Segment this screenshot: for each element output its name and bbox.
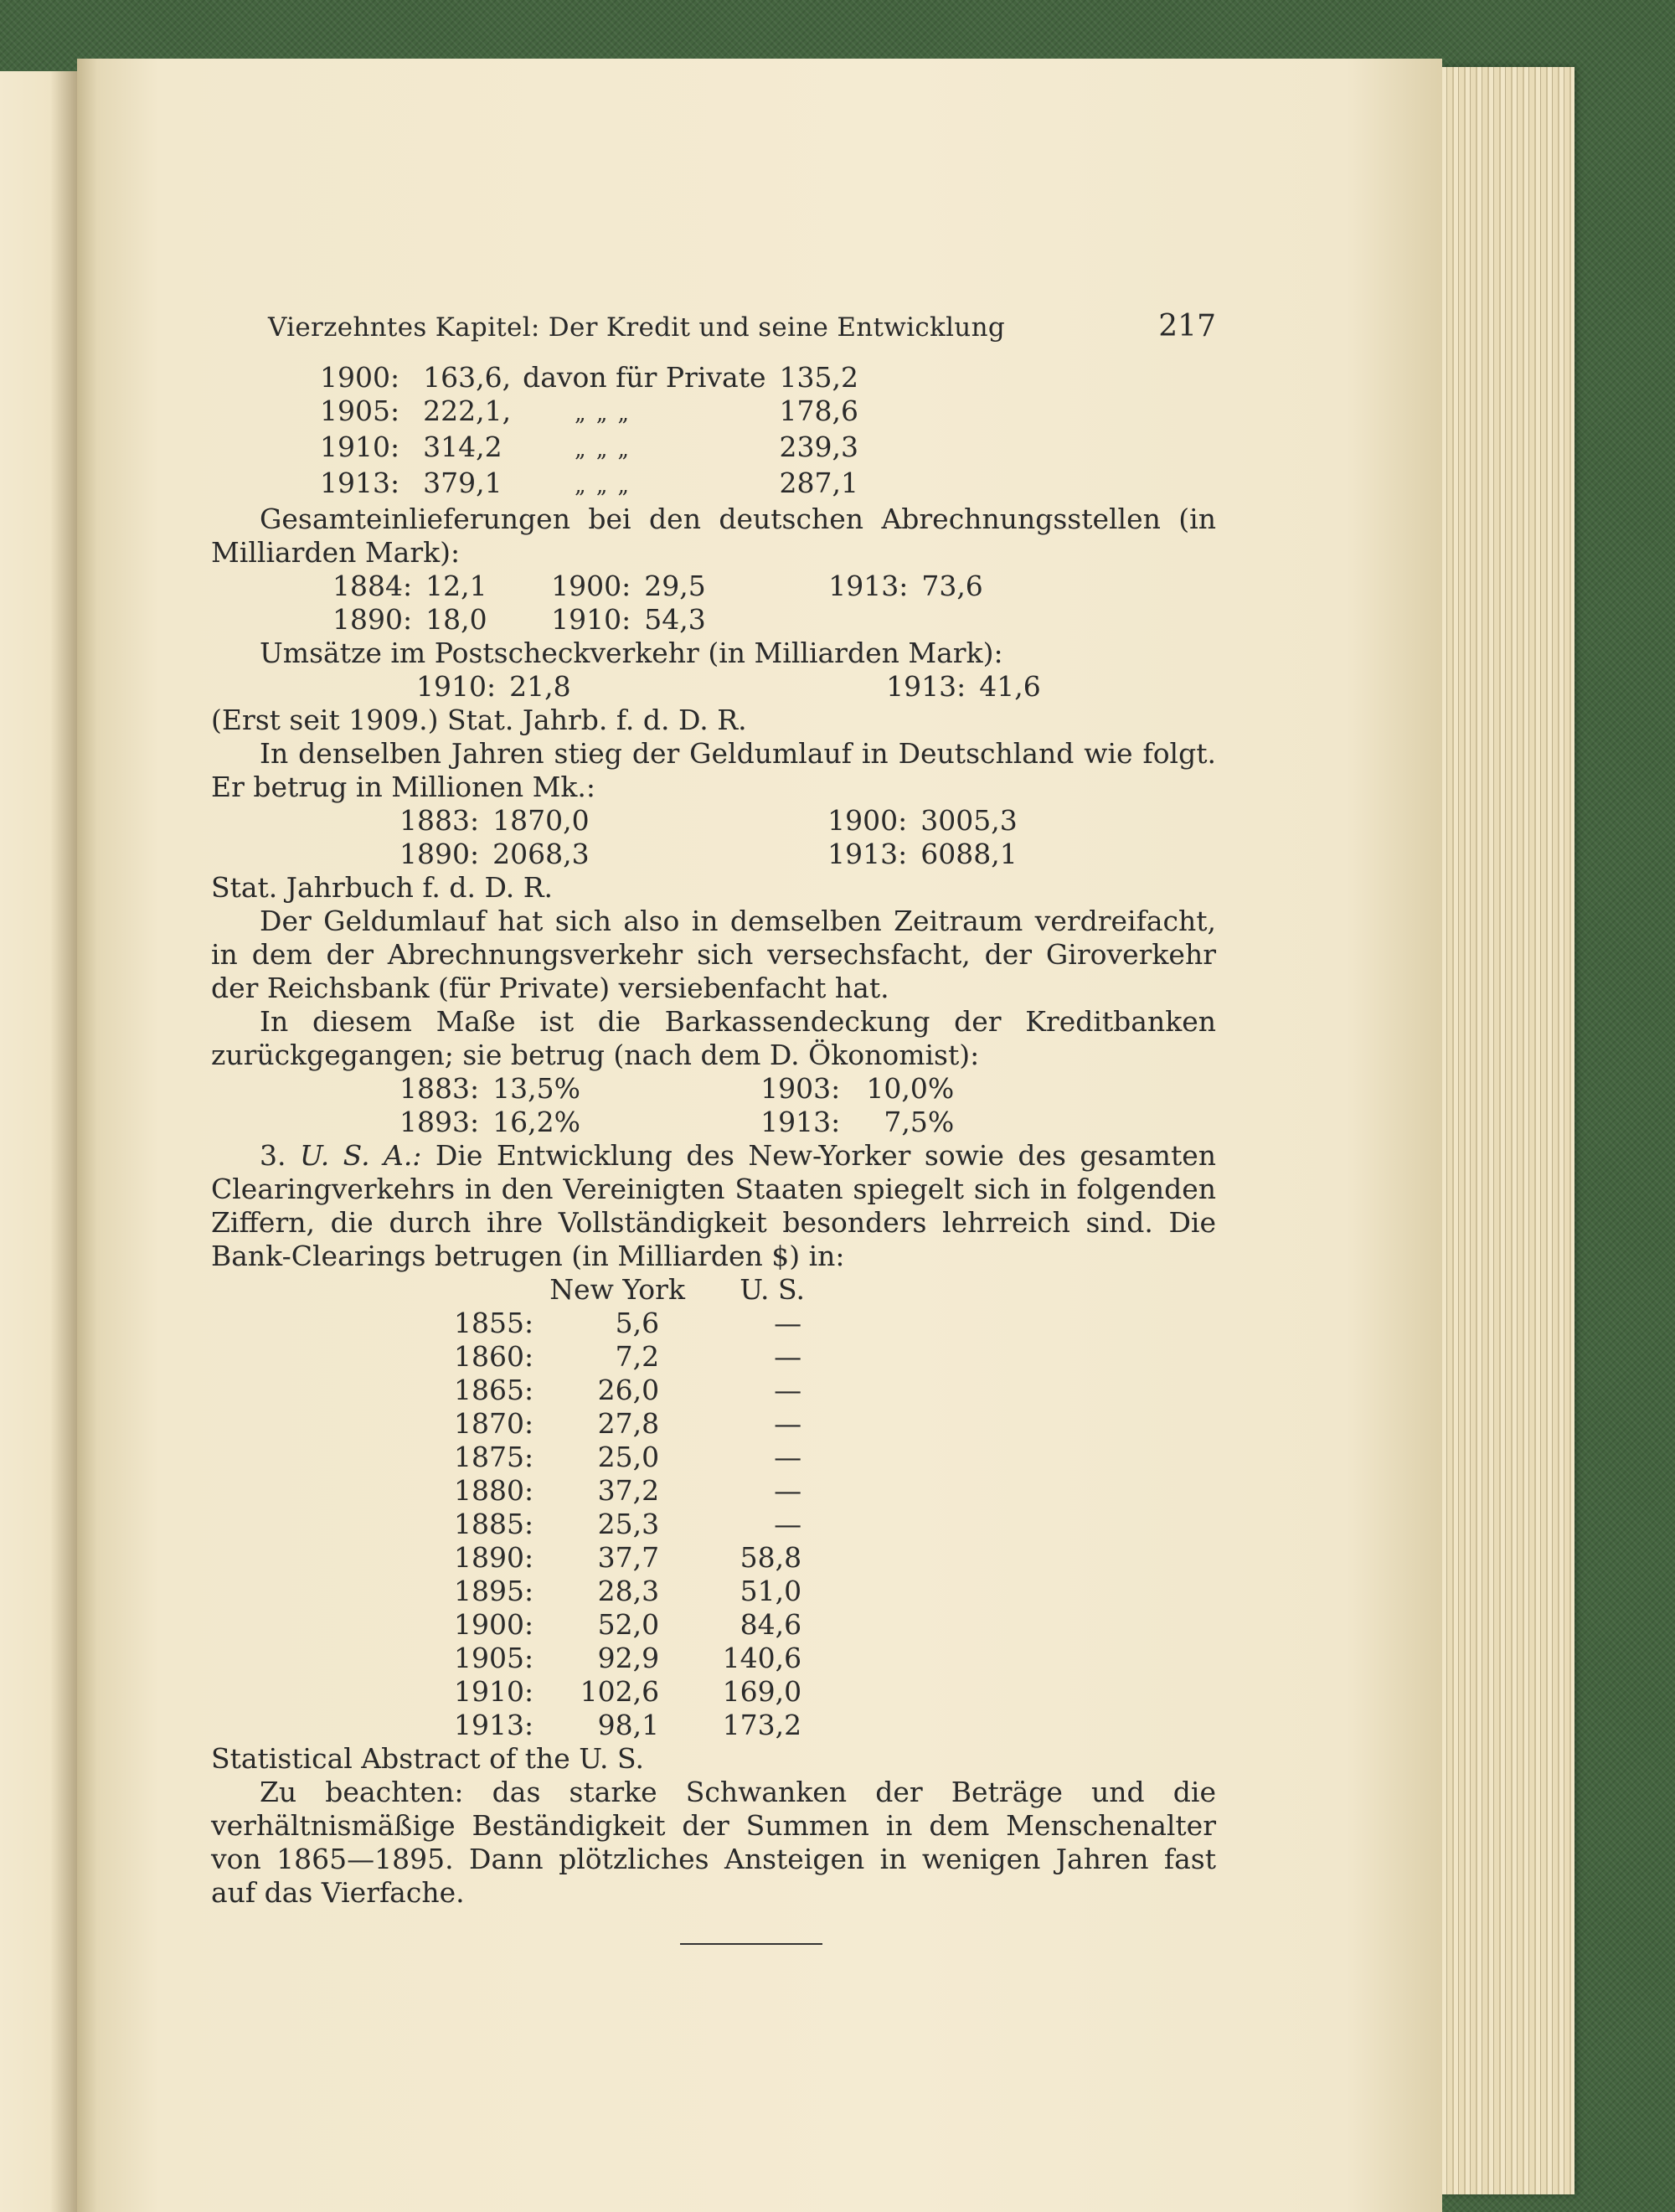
year-cell: 1913: xyxy=(886,670,966,703)
table-row xyxy=(320,394,858,431)
table-row xyxy=(454,1575,843,1608)
year-cell: 1870: xyxy=(454,1407,534,1440)
end-rule xyxy=(680,1943,822,1945)
value-cell: 1870,0 xyxy=(492,804,590,837)
barkasse-table xyxy=(399,1072,954,1139)
year-cell: 1884: xyxy=(332,570,413,602)
year-cell: 1905: xyxy=(320,394,400,427)
table-row xyxy=(454,1642,843,1675)
paragraph-postscheck: Umsätze im Postscheckverkehr (in Milliarden Mark): xyxy=(260,637,1003,669)
table-row xyxy=(320,361,858,394)
us-cell: 173,2 xyxy=(722,1709,802,1741)
year-cell: 1910: xyxy=(454,1675,534,1708)
us-cell: 84,6 xyxy=(740,1608,802,1641)
value-cell: 10,0% xyxy=(866,1072,955,1105)
year-cell: 1883: xyxy=(399,1072,480,1105)
reichsbank-table xyxy=(320,361,858,503)
table-row xyxy=(454,1307,843,1340)
table-row xyxy=(332,570,983,603)
section-number: 3. xyxy=(260,1139,286,1172)
value-cell: 379,1 xyxy=(423,467,502,499)
table-row xyxy=(454,1474,843,1508)
year-cell: 1900: xyxy=(320,361,400,394)
table-row xyxy=(399,838,1018,871)
year-cell: 1913: xyxy=(454,1709,534,1741)
ny-cell: 92,9 xyxy=(597,1642,660,1674)
value-cell: 16,2% xyxy=(492,1106,580,1138)
value-cell: 54,3 xyxy=(644,603,706,636)
us-cell: — xyxy=(774,1508,802,1540)
value-cell: 6088,1 xyxy=(920,838,1018,870)
value-cell: 12,1 xyxy=(425,570,487,602)
year-cell: 1893: xyxy=(399,1106,480,1138)
ny-cell: 52,0 xyxy=(597,1608,660,1641)
geldumlauf-table xyxy=(399,804,1018,871)
page-edges xyxy=(1424,67,1574,2194)
davon-label: davon für Private xyxy=(523,361,766,394)
table-row xyxy=(454,1608,843,1642)
ny-cell: 7,2 xyxy=(615,1340,660,1373)
paragraph-verdreifacht: Der Geldumlauf hat sich also in demselben Zeitraum verdreifacht, in dem der Abrechnungsverkehr sich versechsfacht, der Giroverkehr der Reichsbank (für Private) versiebenfacht hat. xyxy=(211,905,1216,1004)
us-cell: — xyxy=(774,1407,802,1440)
us-cell: 140,6 xyxy=(722,1642,802,1674)
source-postscheck: (Erst seit 1909.) Stat. Jahrb. f. d. D. R. xyxy=(211,704,747,736)
ny-cell: 25,0 xyxy=(597,1441,660,1473)
us-cell: — xyxy=(774,1474,802,1507)
ny-cell: 37,2 xyxy=(597,1474,660,1507)
value-cell: 7,5% xyxy=(884,1106,955,1138)
value-cell xyxy=(908,603,982,637)
table-row xyxy=(454,1508,843,1541)
source-clearing: Statistical Abstract of the U. S. xyxy=(211,1742,644,1775)
year-cell: 1895: xyxy=(454,1575,534,1607)
value-cell: 13,5% xyxy=(492,1072,580,1105)
year-cell: 1900: xyxy=(454,1608,534,1641)
year-cell: 1910: xyxy=(320,431,400,463)
ny-cell: 25,3 xyxy=(597,1508,660,1540)
year-cell: 1900: xyxy=(827,804,908,837)
year-cell: 1910: xyxy=(416,670,497,703)
table-row xyxy=(454,1709,843,1742)
paragraph-beachten: Zu beachten: das starke Schwanken der Beträge und die verhältnismäßige Beständigkeit der Summen in dem Menschenalter von 1865—1895. Dann plötzliches Ansteigen in wenigen Jahren fast auf das Vierfache. xyxy=(211,1776,1216,1909)
ditto-marks: „ „ „ xyxy=(575,401,631,426)
page-content xyxy=(211,310,1216,1945)
us-cell: — xyxy=(774,1340,802,1373)
year-cell: 1913: xyxy=(828,570,909,602)
value-cell: 2068,3 xyxy=(492,838,590,870)
table-row xyxy=(454,1374,843,1407)
book-page xyxy=(77,59,1442,2212)
ditto-marks: „ „ „ xyxy=(575,473,631,498)
paragraph-barkasse: In diesem Maße ist die Barkassendeckung der Kreditbanken zurückgegangen; sie betrug (nach dem D. Ökonomist): xyxy=(211,1005,1216,1071)
ny-cell: 27,8 xyxy=(597,1407,660,1440)
year-cell xyxy=(828,603,908,637)
year-cell: 1865: xyxy=(454,1374,534,1406)
us-cell: — xyxy=(774,1307,802,1339)
year-cell: 1913: xyxy=(760,1106,841,1138)
paragraph-abrechnung: Gesamteinlieferungen bei den deutschen Abrechnungsstellen (in Milliarden Mark): xyxy=(211,503,1216,569)
table-row xyxy=(399,1106,954,1139)
postscheck-table xyxy=(416,670,1041,704)
value-cell: 29,5 xyxy=(644,570,706,602)
value-cell: 314,2 xyxy=(423,431,502,463)
year-cell: 1875: xyxy=(454,1441,534,1473)
table-row xyxy=(320,467,858,503)
paragraph-usa xyxy=(211,1139,1216,1273)
year-cell: 1890: xyxy=(332,603,413,636)
private-cell: 135,2 xyxy=(779,361,858,394)
year-cell: 1913: xyxy=(320,467,400,499)
ny-cell: 28,3 xyxy=(597,1575,660,1607)
table-header-row xyxy=(454,1273,843,1307)
year-cell: 1860: xyxy=(454,1340,534,1373)
column-header: New York xyxy=(549,1273,685,1306)
year-cell: 1890: xyxy=(399,838,480,870)
section-label: U. S. A.: xyxy=(299,1139,422,1172)
page-number: 217 xyxy=(1158,309,1216,343)
year-cell: 1890: xyxy=(454,1541,534,1574)
us-cell: 58,8 xyxy=(740,1541,802,1574)
private-cell: 287,1 xyxy=(779,467,858,499)
table-row xyxy=(454,1441,843,1474)
value-cell: 73,6 xyxy=(921,570,983,602)
year-cell: 1913: xyxy=(827,838,908,870)
chapter-title: Vierzehntes Kapitel: Der Kredit und seine Entwicklung xyxy=(268,312,1005,343)
year-cell: 1885: xyxy=(454,1508,534,1540)
ny-cell: 37,7 xyxy=(597,1541,660,1574)
us-cell: — xyxy=(774,1374,802,1406)
section-text: Die Entwicklung des New-Yorker sowie des gesamten Clearingverkehrs in den Vereinigten Staaten spiegelt sich in folgenden Ziffern, die durch ihre Vollständigkeit besonders lehrreich sind. Die Bank-Clearings betrugen (in Milliarden $) in: xyxy=(211,1139,1216,1272)
year-cell: 1903: xyxy=(760,1072,841,1105)
us-cell: 169,0 xyxy=(722,1675,802,1708)
year-cell: 1910: xyxy=(551,603,631,636)
table-row xyxy=(320,431,858,467)
table-row xyxy=(332,603,983,637)
abrechnung-table xyxy=(332,570,983,637)
year-cell: 1900: xyxy=(551,570,631,602)
table-row xyxy=(454,1340,843,1374)
year-cell: 1855: xyxy=(454,1307,534,1339)
running-header xyxy=(268,310,1216,344)
column-header: U. S. xyxy=(740,1273,805,1306)
table-row xyxy=(454,1541,843,1575)
table-row xyxy=(416,670,1041,704)
table-row xyxy=(454,1407,843,1441)
value-cell: 41,6 xyxy=(979,670,1041,703)
year-cell: 1883: xyxy=(399,804,480,837)
private-cell: 239,3 xyxy=(779,431,858,463)
table-row xyxy=(399,804,1018,838)
value-cell: 21,8 xyxy=(509,670,571,703)
private-cell: 178,6 xyxy=(779,394,858,427)
left-page-edge xyxy=(0,71,77,2212)
value-cell: 18,0 xyxy=(425,603,487,636)
us-cell: 51,0 xyxy=(740,1575,802,1607)
year-cell: 1905: xyxy=(454,1642,534,1674)
ny-cell: 26,0 xyxy=(597,1374,660,1406)
source-geldumlauf: Stat. Jahrbuch f. d. D. R. xyxy=(211,871,554,904)
ny-cell: 5,6 xyxy=(615,1307,660,1339)
table-row xyxy=(454,1675,843,1709)
ditto-marks: „ „ „ xyxy=(575,437,631,462)
table-row xyxy=(399,1072,954,1106)
value-cell: 222,1, xyxy=(423,394,512,427)
us-cell: — xyxy=(774,1441,802,1473)
clearing-table xyxy=(454,1273,843,1742)
year-cell: 1880: xyxy=(454,1474,534,1507)
ny-cell: 98,1 xyxy=(597,1709,660,1741)
paragraph-geldumlauf: In denselben Jahren stieg der Geldumlauf in Deutschland wie folgt. Er betrug in Millionen Mk.: xyxy=(211,737,1216,803)
value-cell: 163,6, xyxy=(423,361,512,394)
ny-cell: 102,6 xyxy=(580,1675,660,1708)
value-cell: 3005,3 xyxy=(920,804,1018,837)
